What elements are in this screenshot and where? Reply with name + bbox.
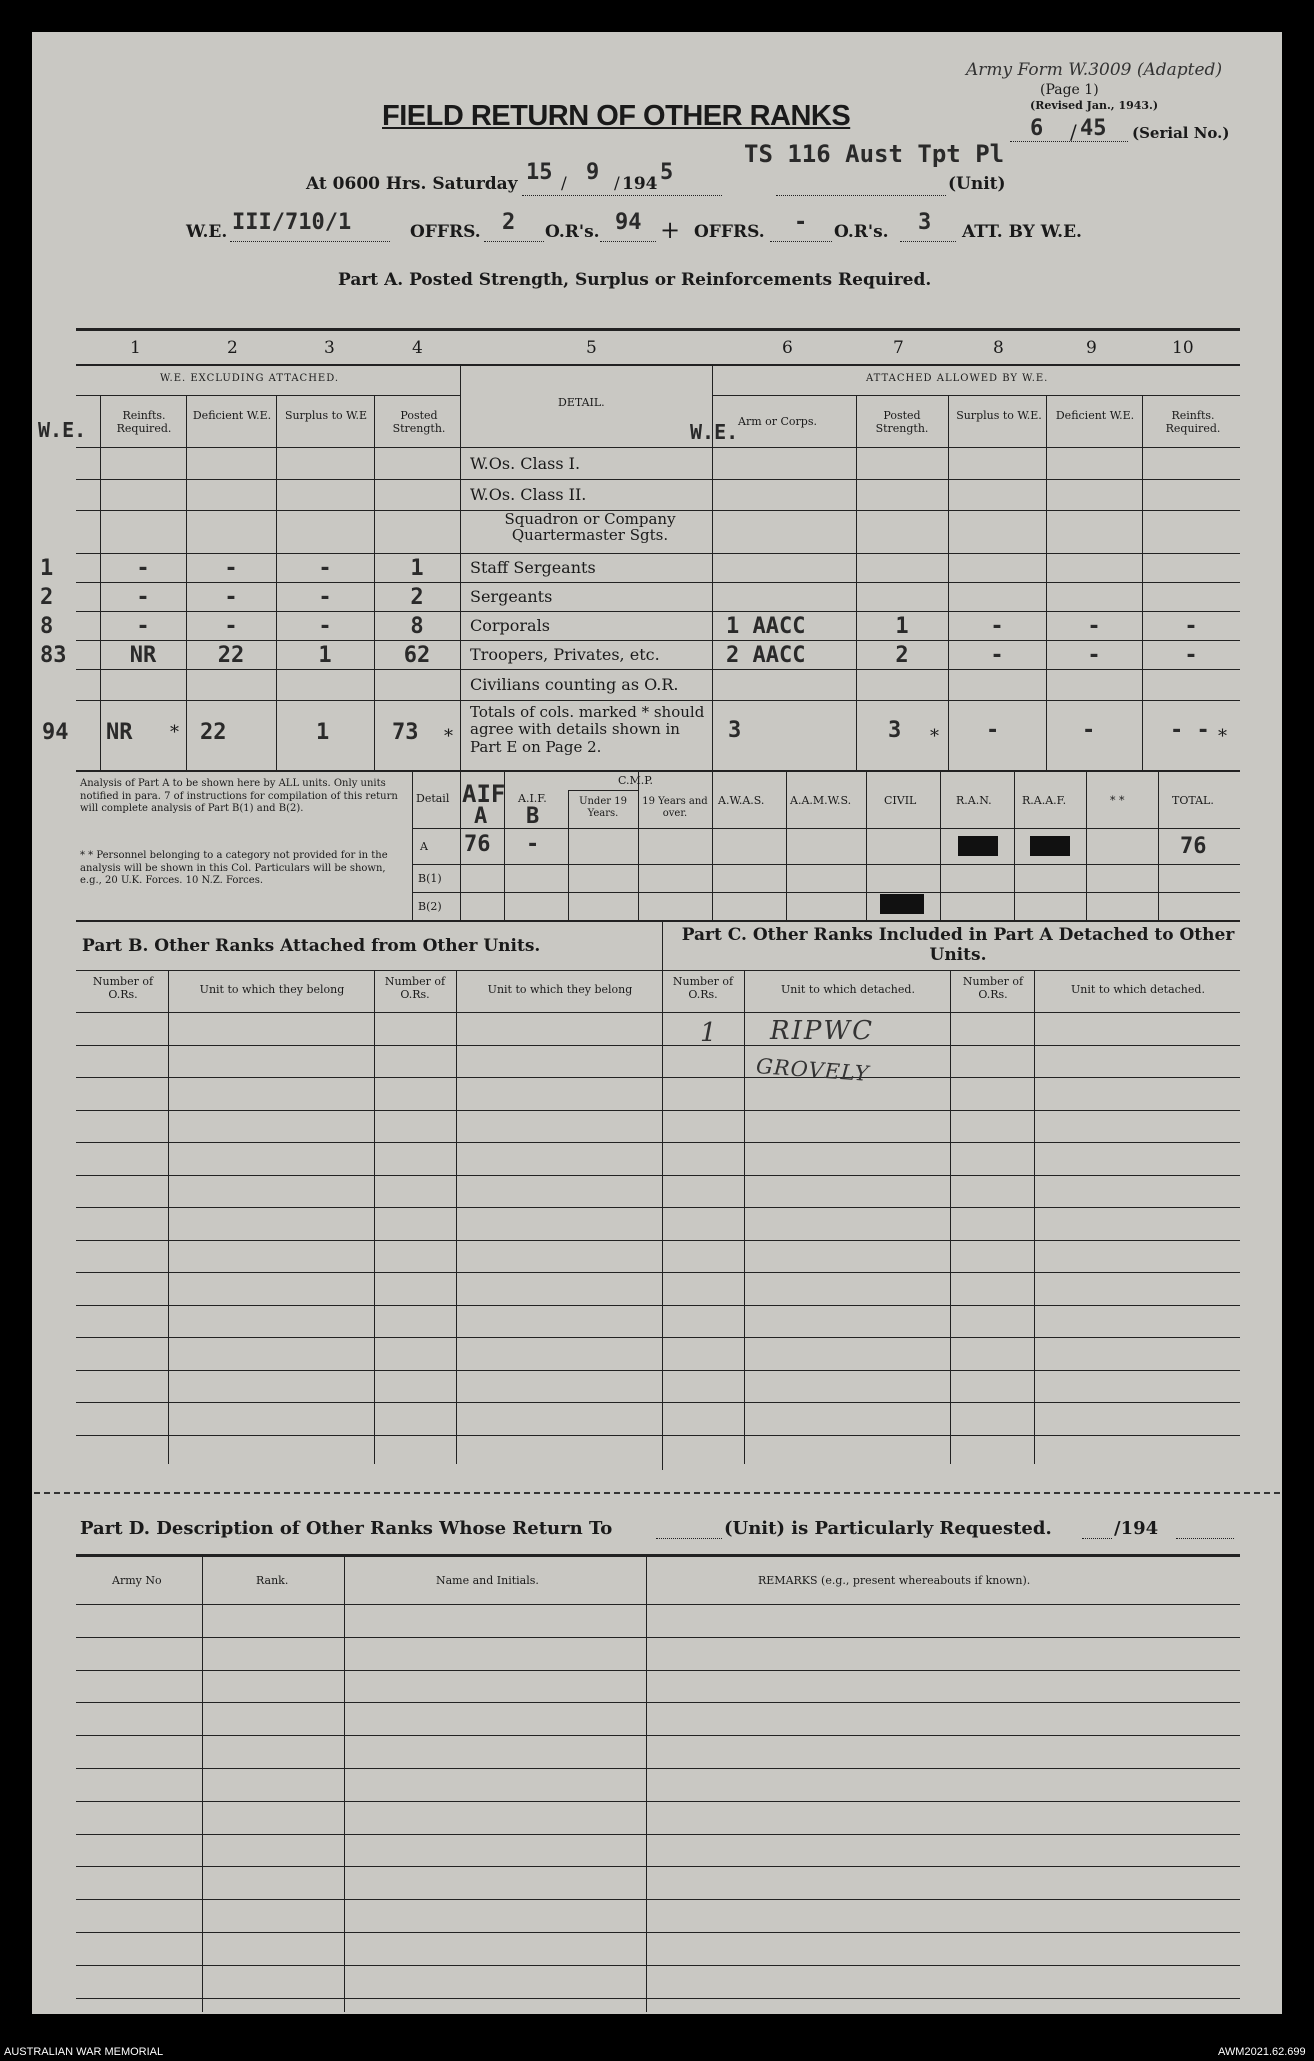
part-a-row-7-c10: - — [1184, 642, 1198, 668]
part-bc-rule — [76, 1402, 1240, 1403]
total-att-reinf: - - — [1170, 718, 1210, 743]
part-a-row-7-c9: - — [1087, 642, 1101, 668]
part-a-row-7-detail: Troopers, Privates, etc. — [470, 645, 660, 665]
part-a-row-4-c3: - — [318, 555, 332, 581]
analysis-row-b1: B(1) — [418, 872, 442, 885]
part-d-rule — [76, 1866, 1240, 1867]
tear-line — [34, 1492, 1280, 1494]
we-value: III/710/1 — [232, 210, 352, 235]
part-a-row-1-c9 — [1046, 449, 1142, 479]
header-reinf-required-r: Reinfts. Required. — [1165, 409, 1221, 435]
part-a-row-5-c3: - — [318, 584, 332, 610]
we-label: W.E. — [186, 222, 228, 242]
analysis-a-total: 76 — [1180, 834, 1207, 859]
part-d-rule — [76, 1834, 1240, 1835]
date-year-suffix: 5 — [660, 160, 674, 185]
part-a-row-4-c4: 1 — [410, 555, 424, 581]
part-a-row-4-we: 1 — [40, 555, 54, 581]
part-a-row-1-c10 — [1142, 449, 1240, 479]
col-num-10: 10 — [1172, 338, 1194, 358]
part-a-row-2-c10 — [1142, 481, 1240, 510]
unit-name: TS 116 Aust Tpt Pl — [744, 140, 1005, 168]
group-left-header: W.E. EXCLUDING ATTACHED. — [160, 373, 340, 384]
total-star-1: * — [170, 722, 179, 743]
part-a-row-4-c6 — [726, 555, 856, 582]
group-right-header: ATTACHED ALLOWED BY W.E. — [866, 373, 1049, 384]
part-a-row-1-detail: W.Os. Class I. — [470, 453, 581, 473]
plus-sign: + — [660, 216, 681, 244]
analysis-aif2-sub: B — [526, 804, 540, 829]
part-d-title: Part D. Description of Other Ranks Whose Return To — [80, 1518, 613, 1539]
header-deficient-we: Deficient W.E. — [192, 409, 272, 422]
part-a-row-2-c4 — [374, 481, 460, 510]
part-d-rule — [76, 1637, 1240, 1638]
revised-label: (Revised Jan., 1943.) — [1030, 99, 1159, 112]
part-a-row-8-c10 — [1142, 671, 1240, 700]
header-posted-strength: Posted Strength. — [392, 409, 446, 435]
part-a-row-4-c8 — [948, 555, 1046, 582]
analysis-awas-header: A.W.A.S. — [718, 794, 765, 807]
col-num-8: 8 — [993, 338, 1004, 358]
part-a-row-3-c2 — [186, 512, 276, 553]
part-a-row-6-detail: Corporals — [470, 616, 550, 636]
total-star-2: * — [444, 726, 453, 747]
part-d-col-name: Name and Initials. — [436, 1574, 539, 1587]
date-month: 9 — [586, 160, 600, 185]
part-a-row-3-c1 — [100, 512, 186, 553]
part-a-row-1-c3 — [276, 449, 374, 479]
part-d-rule — [76, 1899, 1240, 1900]
part-bc-rule — [76, 1435, 1240, 1436]
part-c-entry-unit-2: GROVELY — [755, 1054, 871, 1086]
part-a-row-8-detail: Civilians counting as O.R. — [470, 675, 679, 695]
col-num-3: 3 — [324, 338, 335, 358]
offrs2-value: - — [794, 210, 808, 235]
part-a-row-3-c10 — [1142, 512, 1240, 553]
part-a-row-5-c7 — [856, 584, 948, 611]
ors-label: O.R's. — [545, 222, 600, 242]
date-year-prefix: 194 — [622, 174, 658, 194]
page-label: (Page 1) — [1040, 82, 1099, 98]
part-a-row-6-c10: - — [1184, 613, 1198, 639]
part-a-row-3-c3 — [276, 512, 374, 553]
part-a-row-3-c4 — [374, 512, 460, 553]
we-mark-right: W.E. — [690, 420, 739, 444]
analysis-aif-header: AIF — [462, 780, 506, 808]
part-c-title: Part C. Other Ranks Included in Part A Detached to Other Units. — [681, 925, 1235, 965]
part-a-row-1-c8 — [948, 449, 1046, 479]
part-a-row-2-c3 — [276, 481, 374, 510]
header-reinf-required: Reinfts. Required. — [116, 409, 172, 435]
ors-value: 94 — [615, 210, 642, 235]
redaction-raaf — [1030, 836, 1070, 856]
analysis-note-2: * * Personnel belonging to a category not provided for in the analysis will be shown in this Col. Particulars will be shown, e.g., 20 U.K. Forces. 10 N.Z. Forces. — [80, 850, 388, 886]
part-d-title-c: /194 — [1114, 1518, 1159, 1539]
part-d-rule — [76, 1735, 1240, 1736]
analysis-aamws-header: A.A.M.W.S. — [790, 794, 852, 807]
part-a-row-8-we — [40, 671, 90, 700]
analysis-row-a: A — [420, 840, 428, 853]
col-num-7: 7 — [893, 338, 904, 358]
part-b-num-header-2: Number of O.Rs. — [384, 975, 446, 1001]
part-a-row-1-c1 — [100, 449, 186, 479]
serial-no-a: 6 — [1030, 116, 1044, 141]
army-form-label: Army Form W.3009 (Adapted) — [966, 60, 1223, 80]
part-a-row-2-c6 — [726, 481, 856, 510]
part-a-row-7-c4: 62 — [403, 642, 431, 668]
part-a-row-4-detail: Staff Sergeants — [470, 558, 596, 578]
analysis-other-header: * * — [1110, 794, 1125, 807]
part-bc-rule — [76, 1370, 1240, 1371]
part-a-row-6-c8: - — [990, 613, 1004, 639]
part-a-row-6-c6: 1 AACC — [726, 613, 806, 639]
part-a-row-6-c2: - — [224, 613, 238, 639]
at-hours-label: At 0600 Hrs. Saturday — [306, 174, 518, 194]
part-a-row-7-c6: 2 AACC — [726, 642, 806, 668]
part-b-unit-header: Unit to which they belong — [199, 983, 345, 996]
col-num-4: 4 — [412, 338, 423, 358]
part-b-unit-header-2: Unit to which they belong — [487, 983, 633, 996]
part-b-num-header: Number of O.Rs. — [92, 975, 154, 1001]
part-a-row-3-c8 — [948, 512, 1046, 553]
footer-right: AWM2021.62.699 — [1218, 2046, 1306, 2058]
part-a-row-6-c3: - — [318, 613, 332, 639]
part-c-entry-num: 1 — [700, 1018, 717, 1048]
part-bc-rule — [76, 1337, 1240, 1338]
part-c-unit-header-2: Unit to which detached. — [1071, 983, 1205, 996]
att-by-we-label: ATT. BY W.E. — [962, 222, 1082, 242]
part-a-row-1-c7 — [856, 449, 948, 479]
part-a-row-7-c1: NR — [129, 642, 157, 668]
col-num-1: 1 — [130, 338, 141, 358]
total-att-arm: 3 — [728, 718, 742, 743]
detail-header: DETAIL. — [558, 396, 605, 409]
totals-detail: Totals of cols. marked * should agree with details shown in Part E on Page 2. — [470, 703, 705, 756]
analysis-raaf-header: R.A.A.F. — [1022, 794, 1067, 807]
offrs2-label: OFFRS. — [694, 222, 765, 242]
analysis-row-b2: B(2) — [418, 900, 442, 913]
part-a-row-5-we: 2 — [40, 584, 54, 610]
date-day: 15 — [526, 160, 553, 185]
analysis-detail-header: Detail — [416, 792, 450, 805]
part-c-num-header: Number of O.Rs. — [672, 975, 734, 1001]
part-a-row-8-c8 — [948, 671, 1046, 700]
part-a-row-3-c6 — [726, 512, 856, 553]
we-mark-left: W.E. — [38, 418, 87, 442]
part-d-rule — [76, 1702, 1240, 1703]
part-a-row-5-c4: 2 — [410, 584, 424, 610]
part-d-col-rank: Rank. — [256, 1574, 289, 1587]
total-star-4: * — [1218, 726, 1227, 747]
part-a-row-4-c2: - — [224, 555, 238, 581]
analysis-a-aif2: - — [526, 832, 540, 857]
part-bc-rule — [76, 1175, 1240, 1176]
part-a-row-6-c9: - — [1087, 613, 1101, 639]
part-a-row-7-c8: - — [990, 642, 1004, 668]
redaction-ran — [958, 836, 998, 856]
header-arm-corps: Arm or Corps. — [738, 415, 817, 428]
form-title: FIELD RETURN OF OTHER RANKS — [382, 100, 851, 132]
part-a-row-4-c10 — [1142, 555, 1240, 582]
part-a-row-3-c7 — [856, 512, 948, 553]
part-a-row-2-detail: W.Os. Class II. — [470, 485, 587, 505]
part-bc-rule — [76, 1110, 1240, 1111]
part-a-row-8-c2 — [186, 671, 276, 700]
part-bc-rule — [76, 1045, 1240, 1046]
analysis-aif-sub: A — [474, 804, 488, 829]
part-a-row-4-c7 — [856, 555, 948, 582]
col-num-2: 2 — [227, 338, 238, 358]
ors2-label: O.R's. — [834, 222, 889, 242]
part-a-row-4-c9 — [1046, 555, 1142, 582]
serial-no-b: 45 — [1080, 116, 1107, 141]
part-a-row-1-we — [40, 449, 90, 479]
part-a-row-8-c6 — [726, 671, 856, 700]
part-a-row-5-detail: Sergeants — [470, 587, 553, 607]
part-a-row-3-we — [40, 512, 90, 553]
part-d-col-army-no: Army No — [112, 1574, 162, 1587]
part-a-row-5-c8 — [948, 584, 1046, 611]
part-c-unit-header: Unit to which detached. — [781, 983, 915, 996]
part-b-title: Part B. Other Ranks Attached from Other Units. — [82, 936, 541, 956]
part-a-title: Part A. Posted Strength, Surplus or Reinforcements Required. — [338, 270, 932, 290]
analysis-civil-header: CIVIL — [884, 794, 917, 807]
part-d-rule — [76, 1998, 1240, 1999]
part-a-row-8-c7 — [856, 671, 948, 700]
serial-no-label: (Serial No.) — [1132, 124, 1230, 142]
analysis-aif2-header: A.I.F. — [518, 792, 547, 805]
header-deficient-we-r: Deficient W.E. — [1055, 409, 1135, 422]
analysis-over19-header: 19 Years and over. — [642, 796, 708, 819]
part-a-row-5-c2: - — [224, 584, 238, 610]
unit-label: (Unit) — [948, 174, 1006, 194]
part-a-row-7-c2: 22 — [217, 642, 245, 668]
analysis-total-header: TOTAL. — [1172, 794, 1214, 807]
part-a-row-2-c2 — [186, 481, 276, 510]
part-a-row-5-c6 — [726, 584, 856, 611]
offrs-label: OFFRS. — [410, 222, 481, 242]
total-surplus: 1 — [316, 720, 330, 745]
total-reinf: NR — [106, 720, 133, 745]
part-a-row-1-c2 — [186, 449, 276, 479]
part-a-row-2-we — [40, 481, 90, 510]
total-deficient: 22 — [200, 720, 227, 745]
part-d-title-b: (Unit) is Particularly Requested. — [724, 1518, 1052, 1539]
part-d-rule — [76, 1604, 1240, 1605]
part-bc-rule — [76, 1012, 1240, 1013]
ors2-value: 3 — [918, 210, 932, 235]
total-we: 94 — [42, 720, 69, 745]
offrs-value: 2 — [502, 210, 516, 235]
part-a-row-3-c9 — [1046, 512, 1142, 553]
part-a-row-1-c6 — [726, 449, 856, 479]
part-a-row-8-c1 — [100, 671, 186, 700]
part-a-row-7-we: 83 — [40, 642, 67, 668]
col-num-6: 6 — [782, 338, 793, 358]
analysis-ran-header: R.A.N. — [956, 794, 992, 807]
part-d-rule — [76, 1670, 1240, 1671]
total-att-posted: 3 — [888, 718, 902, 743]
header-posted-strength-r: Posted Strength. — [875, 409, 929, 435]
total-posted: 73 — [392, 720, 419, 745]
part-a-row-1-c4 — [374, 449, 460, 479]
part-a-row-5-c10 — [1142, 584, 1240, 611]
analysis-under19-header: Under 19 Years. — [579, 796, 627, 819]
part-bc-rule — [76, 1142, 1240, 1143]
part-a-row-8-c3 — [276, 671, 374, 700]
part-c-entry-unit-1: RIPWC — [770, 1016, 874, 1046]
part-bc-rule — [76, 1077, 1240, 1078]
total-att-surplus: - — [986, 718, 1000, 743]
part-a-row-2-c7 — [856, 481, 948, 510]
col-num-5: 5 — [586, 338, 597, 358]
header-surplus-we-r: Surplus to W.E. — [956, 409, 1042, 422]
redaction-civil — [880, 894, 924, 914]
analysis-a-aif: 76 — [464, 832, 491, 857]
part-a-row-8-c4 — [374, 671, 460, 700]
part-c-num-header-2: Number of O.Rs. — [962, 975, 1024, 1001]
part-bc-rule — [76, 1305, 1240, 1306]
part-a-row-5-c1: - — [136, 584, 150, 610]
part-a-row-4-c1: - — [136, 555, 150, 581]
analysis-note-1: Analysis of Part A to be shown here by ALL units. Only units notified in para. 7 of instructions for compilation of this return will complete analysis of Part B(1) and B(2). — [80, 778, 398, 814]
part-a-row-7-c7: 2 — [895, 642, 909, 668]
header-surplus-we: Surplus to W.E — [284, 409, 368, 422]
part-a-row-2-c1 — [100, 481, 186, 510]
part-a-row-2-c8 — [948, 481, 1046, 510]
part-d-rule — [76, 1965, 1240, 1966]
part-a-row-5-c9 — [1046, 584, 1142, 611]
part-d-rule — [76, 1768, 1240, 1769]
part-a-row-6-c1: - — [136, 613, 150, 639]
col-num-9: 9 — [1086, 338, 1097, 358]
part-a-row-3-detail: Squadron or Company Quartermaster Sgts. — [504, 510, 676, 544]
part-a-row-6-we: 8 — [40, 613, 54, 639]
part-d-rule — [76, 1932, 1240, 1933]
part-bc-rule — [76, 1272, 1240, 1273]
part-d-rule — [76, 1801, 1240, 1802]
analysis-cmp-header: C.M.P. — [618, 774, 653, 787]
part-a-row-7-c3: 1 — [318, 642, 332, 668]
part-a-row-6-c7: 1 — [895, 613, 909, 639]
total-att-deficient: - — [1082, 718, 1096, 743]
total-star-3: * — [930, 726, 939, 747]
part-a-row-2-c9 — [1046, 481, 1142, 510]
footer-left: AUSTRALIAN WAR MEMORIAL — [4, 2046, 164, 2058]
part-d-col-remarks: REMARKS (e.g., present whereabouts if known). — [758, 1574, 1031, 1587]
part-bc-rule — [76, 1240, 1240, 1241]
part-a-row-8-c9 — [1046, 671, 1142, 700]
part-bc-rule — [76, 1207, 1240, 1208]
part-a-row-6-c4: 8 — [410, 613, 424, 639]
